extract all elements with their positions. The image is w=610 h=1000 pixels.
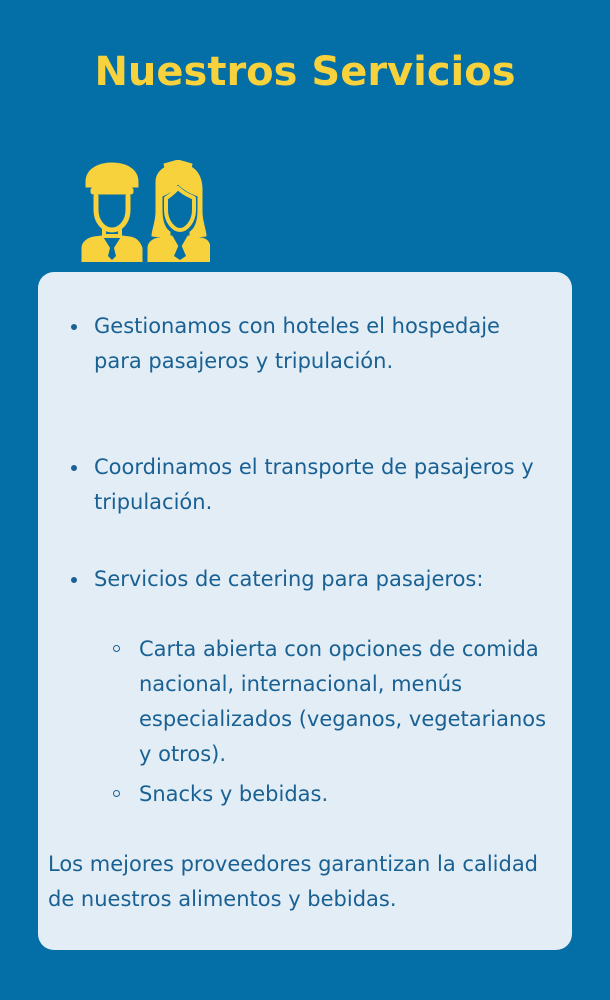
catering-option-text: Carta abierta con opciones de comida nacional, internacional, menús especializados (veganos, vegetarianos y otros). <box>139 637 547 766</box>
sub-list-item <box>139 632 559 772</box>
service-text: Gestionamos con hoteles el hospedaje para pasajeros y tripulación. <box>94 314 500 373</box>
circle-bullet-icon <box>113 645 120 652</box>
flight-crew-icon <box>80 160 210 262</box>
list-item <box>94 562 554 597</box>
page-title: Nuestros Servicios <box>94 49 516 95</box>
catering-option-text: Snacks y bebidas. <box>139 782 329 806</box>
service-text: Servicios de catering para pasajeros: <box>94 567 484 591</box>
list-item <box>94 450 554 520</box>
circle-bullet-icon <box>113 790 120 797</box>
closing-text: Los mejores proveedores garantizan la calidad de nuestros alimentos y bebidas. <box>48 852 539 911</box>
services-card <box>38 272 572 950</box>
list-item <box>94 309 554 379</box>
bullet-icon <box>71 324 77 330</box>
bullet-icon <box>71 577 77 583</box>
service-text: Coordinamos el transporte de pasajeros y tripulación. <box>94 455 534 514</box>
sub-list-item <box>139 777 559 812</box>
bullet-icon <box>71 465 77 471</box>
